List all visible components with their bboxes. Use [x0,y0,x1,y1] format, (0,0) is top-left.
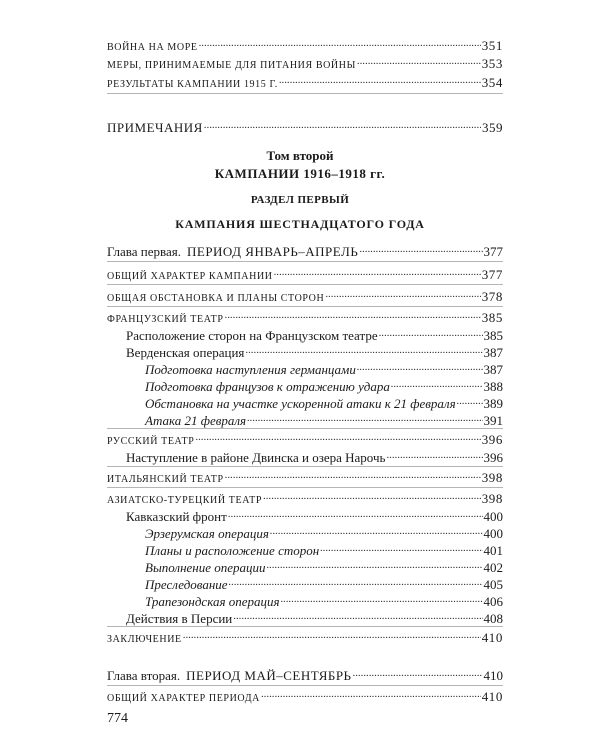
entry-label: ЗАКЛЮЧЕНИЕ [107,634,182,645]
leader-dots [357,58,481,68]
divider [107,93,503,94]
entry-label: ИТАЛЬЯНСКИЙ ТЕАТР [107,474,224,485]
toc-entry[interactable] [145,395,503,412]
entry-label: ОБЩИЙ ХАРАКТЕР КАМПАНИИ [107,271,273,282]
toc-entry[interactable] [107,56,503,72]
chapter-heading[interactable] [107,243,503,260]
entry-page: 401 [483,543,503,558]
entry-label: Наступление в районе Двинска и озера Нарочь [126,450,386,465]
entry-page: 402 [483,560,503,575]
toc-entry[interactable] [107,630,503,646]
leader-dots [325,291,480,301]
entry-page: 387 [483,362,503,377]
toc-entry[interactable] [107,432,503,448]
leader-dots [359,243,482,256]
entry-page: 400 [483,509,503,524]
entry-page: 398 [481,470,503,485]
toc-entry[interactable] [126,449,503,466]
entry-label: Подготовка французов к отражению удара [145,379,390,394]
entry-page: 400 [483,526,503,541]
entry-page: 398 [481,491,503,506]
leader-dots [261,691,481,701]
entry-label: Трапезондская операция [145,594,280,609]
divider [107,306,503,307]
leader-dots [225,312,481,322]
leader-dots [267,559,483,572]
entry-label: ПРИМЕЧАНИЯ [107,120,203,135]
entry-page: 388 [483,379,503,394]
entry-label: Атака 21 февраля [145,413,247,428]
leader-dots [183,632,481,642]
toc-entry[interactable] [107,491,503,507]
entry-page: 387 [483,345,503,360]
divider [107,685,503,686]
leader-dots [270,525,483,538]
section-subtitle: КАМПАНИЯ ШЕСТНАДЦАТОГО ГОДА [175,217,425,231]
entry-page: 353 [481,56,503,71]
toc-entry[interactable] [107,470,503,486]
divider [107,284,503,285]
entry-label: ВОЙНА НА МОРЕ [107,42,198,53]
leader-dots [281,593,483,606]
entry-page: 385 [483,328,503,343]
entry-page: 410 [483,668,503,683]
page-number: 774 [107,711,128,726]
chapter-prefix: Глава вторая. [107,668,181,683]
toc-entry[interactable] [107,38,503,54]
entry-page: 377 [481,267,503,282]
leader-dots [353,667,483,680]
toc-entry[interactable] [107,689,503,705]
leader-dots [225,472,481,482]
toc-entry[interactable] [145,412,503,429]
entry-page: 378 [481,289,503,304]
entry-label: Обстановка на участке ускоренной атаки к 21 февраля [145,396,456,411]
entry-page: 385 [481,310,503,325]
entry-label: Кавказский фронт [126,509,227,524]
entry-page: 406 [483,594,503,609]
divider [107,428,503,429]
entry-label: Выполнение операции [145,560,266,575]
toc-entry[interactable] [126,508,503,525]
leader-dots [279,77,481,87]
entry-label: Верденская операция [126,345,245,360]
entry-label: Расположение сторон на Французском театре [126,328,378,343]
entry-label: АЗИАТСКО-ТУРЕЦКИЙ ТЕАТР [107,495,263,506]
entry-label: Планы и расположение сторон [145,543,320,558]
chapter-title: ПЕРИОД ЯНВАРЬ–АПРЕЛЬ [186,244,359,259]
chapter-heading[interactable] [107,667,503,684]
leader-dots [391,378,483,391]
toc-entry[interactable] [145,378,503,395]
entry-page: 391 [483,413,503,428]
entry-page: 396 [481,432,503,447]
toc-entry[interactable] [107,75,503,91]
entry-page: 389 [483,396,503,411]
entry-label: Эрзерумская операция [145,526,269,541]
toc-entry[interactable] [126,610,503,627]
leader-dots [229,576,483,589]
leader-dots [204,119,481,132]
toc-entry[interactable] [107,310,503,326]
toc-entry[interactable] [107,267,503,283]
toc-entry[interactable] [126,327,503,344]
leader-dots [195,434,480,444]
leader-dots [386,449,482,462]
entry-label: РЕЗУЛЬТАТЫ КАМПАНИИ 1915 Г. [107,79,278,90]
divider [107,261,503,262]
leader-dots [457,395,483,408]
divider [107,626,503,627]
entry-label: Действия в Персии [126,611,233,626]
entry-label: РУССКИЙ ТЕАТР [107,436,195,447]
volume-title: Том второй [266,148,334,163]
leader-dots [357,361,483,374]
entry-page: 405 [483,577,503,592]
toc-entry[interactable] [145,542,503,559]
volume-subtitle: КАМПАНИИ 1916–1918 гг. [214,166,386,181]
toc-entry[interactable] [145,525,503,542]
leader-dots [263,493,481,503]
entry-label: Преследование [145,577,228,592]
chapter-title: ПЕРИОД МАЙ–СЕНТЯБРЬ [186,668,352,683]
entry-page: 410 [481,689,503,704]
entry-page: 354 [481,75,503,90]
leader-dots [379,327,483,340]
toc-entry[interactable] [145,576,503,593]
toc-entry[interactable] [145,559,503,576]
divider [107,466,503,467]
entry-label: МЕРЫ, ПРИНИМАЕМЫЕ ДЛЯ ПИТАНИЯ ВОЙНЫ [107,60,356,71]
leader-dots [233,610,482,623]
entry-label: ОБЩИЙ ХАРАКТЕР ПЕРИОДА [107,693,260,704]
toc-entry[interactable] [107,289,503,305]
divider [107,487,503,488]
leader-dots [274,269,481,279]
leader-dots [247,412,482,425]
leader-dots [245,344,482,357]
toc-entry-notes[interactable] [107,119,503,136]
entry-page: 408 [483,611,503,626]
entry-page: 351 [481,38,503,53]
leader-dots [199,40,481,50]
entry-page: 359 [482,120,503,135]
entry-label: Подготовка наступления германцами [145,362,356,377]
entry-page: 410 [481,630,503,645]
chapter-prefix: Глава первая. [107,244,181,259]
section-title: РАЗДЕЛ ПЕРВЫЙ [250,194,350,206]
entry-page: 377 [483,244,503,259]
entry-label: ФРАНЦУЗСКИЙ ТЕАТР [107,314,224,325]
toc-entry[interactable] [145,361,503,378]
leader-dots [228,508,483,521]
toc-entry[interactable] [145,593,503,610]
toc-entry[interactable] [126,344,503,361]
entry-label: ОБЩАЯ ОБСТАНОВКА И ПЛАНЫ СТОРОН [107,293,325,304]
leader-dots [320,542,482,555]
entry-page: 396 [483,450,503,465]
